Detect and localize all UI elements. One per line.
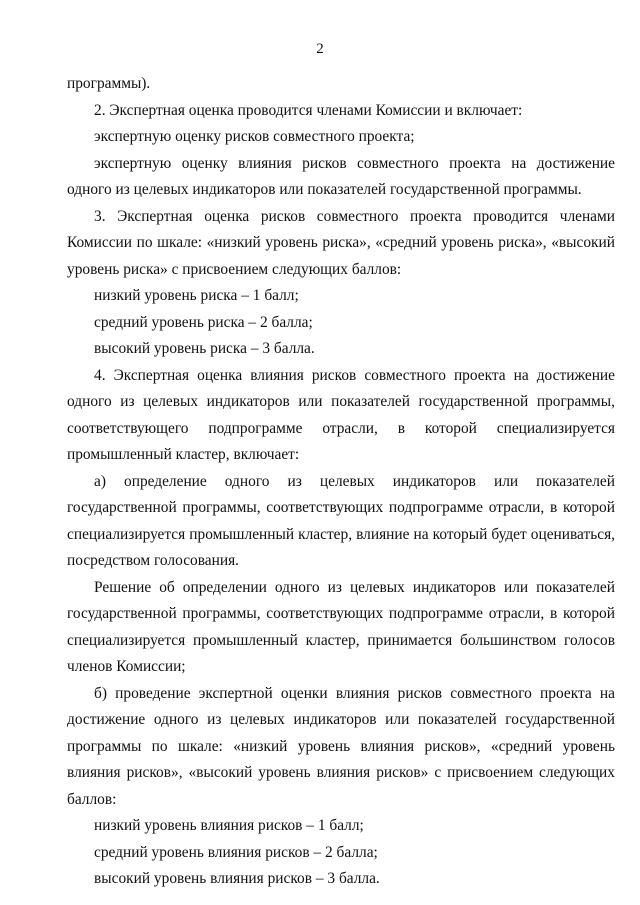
paragraph-high-risk: высокий уровень риска – 3 балла. (94, 340, 315, 357)
document-body (67, 71, 615, 893)
page-number: 2 (316, 41, 324, 57)
paragraph-risk-assessment: экспертную оценку рисков совместного проекта; (94, 128, 415, 145)
paragraph-subitem-b: б) проведение экспертной оценки влияния рисков совместного проекта на достижение одного из целевых индикаторов или показателей государственной программы по шкале: «низкий уровень влияния рисков», «средний уровень влияния рисков», «высокий уровень влияния рисков» с присвоением следующих баллов: (67, 684, 615, 808)
paragraph-medium-influence: средний уровень влияния рисков – 2 балла; (94, 843, 378, 861)
paragraph-low-risk: низкий уровень риска – 1 балл; (94, 287, 299, 304)
paragraph-influence-assessment: экспертную оценку влияния рисков совместного проекта на достижение одного из целевых индикаторов или показателей государственной программы. (67, 154, 615, 198)
paragraph-item-2: 2. Экспертная оценка проводится членами Комиссии и включает: (94, 101, 523, 119)
paragraph-decision: Решение об определении одного из целевых индикаторов или показателей государственной программы, соответствующих подпрограмме отрасли, в которой специализируется промышленный кластер, принимается большинством голосов членов Комиссии; (67, 578, 615, 675)
paragraph-item-3: 3. Экспертная оценка рисков совместного проекта проводится членами Комиссии по шкале: «низкий уровень риска», «средний уровень риска», «высокий уровень риска» с присвоением следующих баллов: (67, 207, 615, 278)
paragraph-item-4: 4. Экспертная оценка влияния рисков совместного проекта на достижение одного из целевых индикаторов или показателей государственной программы, соответствующего подпрограмме отрасли, в которой специализируется промышленный кластер, включает: (67, 366, 615, 463)
paragraph-subitem-a: а) определение одного из целевых индикаторов или показателей государственной программы, соответствующих подпрограмме отрасли, в которой специализируется промышленный кластер, влияние на который будет оцениваться, посредством голосования. (67, 472, 615, 569)
paragraph-high-influence: высокий уровень влияния рисков – 3 балла. (94, 870, 380, 887)
paragraph-continuation: программы). (67, 75, 151, 92)
paragraph-medium-risk: средний уровень риска – 2 балла; (94, 313, 313, 331)
paragraph-low-influence: низкий уровень влияния рисков – 1 балл; (94, 817, 364, 834)
